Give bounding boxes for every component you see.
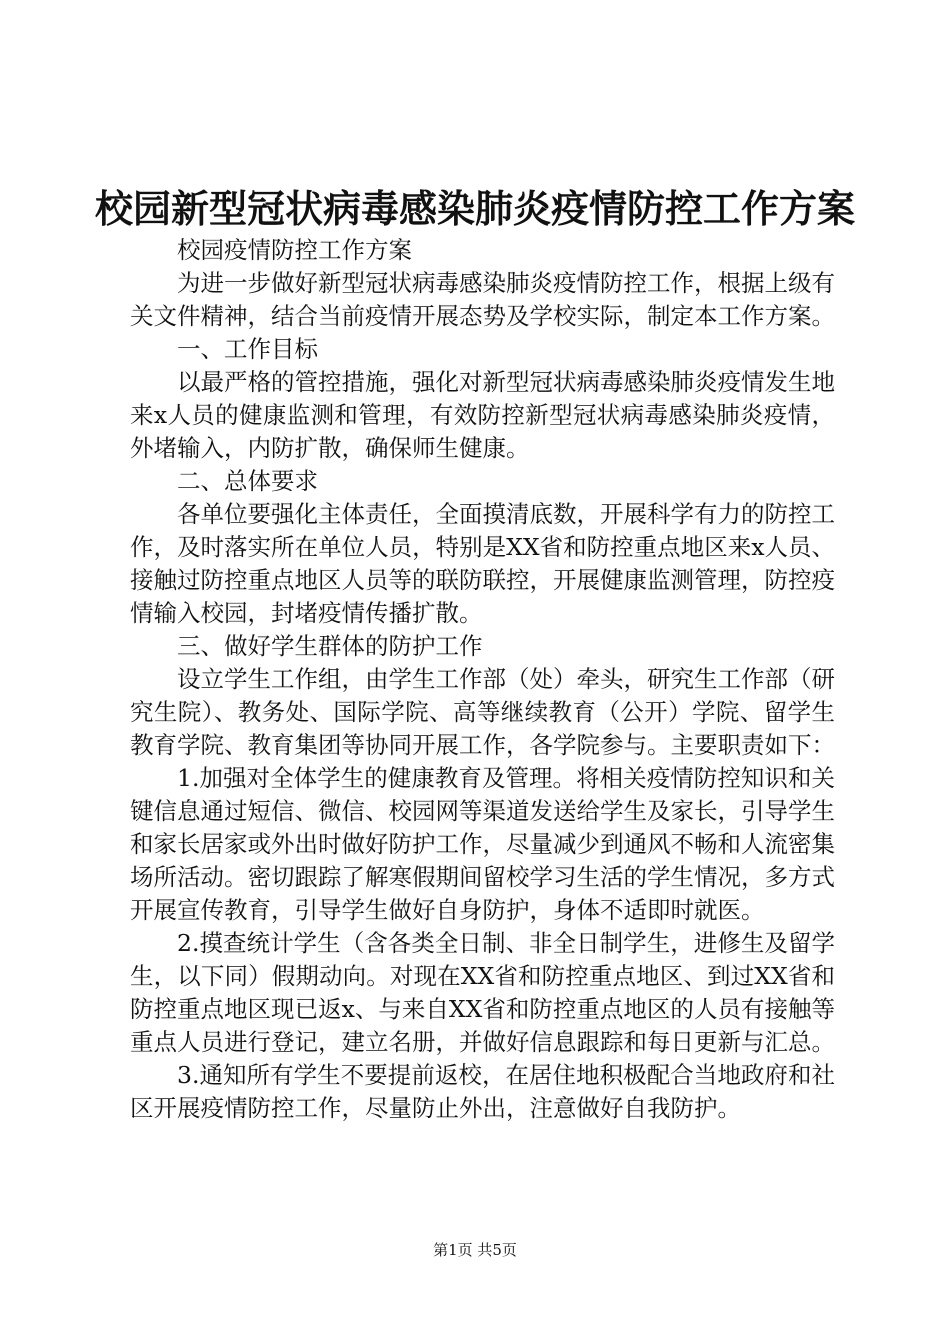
- duty-item-2: 2.摸查统计学生（含各类全日制、非全日制学生，进修生及留学生，以下同）假期动向。对现在XX省和防控重点地区、到过XX省和防控重点地区现已返x、与来自XX省和防控重点地区的人员有接触等重点人员进行登记，建立名册，并做好信息跟踪和每日更新与汇总。: [130, 929, 835, 1056]
- requirements-paragraph: 各单位要强化主体责任，全面摸清底数，开展科学有力的防控工作，及时落实所在单位人员，特别是XX省和防控重点地区来x人员、接触过防控重点地区人员等的联防联控，开展健康监测管理，防控疫情输入校园，封堵疫情传播扩散。: [130, 500, 835, 627]
- section-heading-goal: 一、工作目标: [177, 335, 318, 363]
- page-footer: 第1页 共5页: [433, 1241, 517, 1259]
- intro-paragraph: 为进一步做好新型冠状病毒感染肺炎疫情防控工作，根据上级有关文件精神，结合当前疫情开展态势及学校实际，制定本工作方案。: [130, 269, 835, 330]
- section-heading-students: 三、做好学生群体的防护工作: [177, 632, 483, 660]
- document-body: [130, 234, 835, 1125]
- duty-item-3: 3.通知所有学生不要提前返校，在居住地积极配合当地政府和社区开展疫情防控工作，尽量防止外出，注意做好自我防护。: [130, 1061, 835, 1122]
- students-paragraph: 设立学生工作组，由学生工作部（处）牵头，研究生工作部（研究生院）、教务处、国际学院、高等继续教育（公开）学院、留学生教育学院、教育集团等协同开展工作，各学院参与。主要职责如下：: [130, 665, 835, 759]
- duty-item-1: 1.加强对全体学生的健康教育及管理。将相关疫情防控知识和关键信息通过短信、微信、校园网等渠道发送给学生及家长，引导学生和家长居家或外出时做好防护工作，尽量减少到通风不畅和人流密集场所活动。密切跟踪了解寒假期间留校学习生活的学生情况，多方式开展宣传教育，引导学生做好自身防护，身体不适即时就医。: [130, 764, 835, 924]
- subtitle-paragraph: 校园疫情防控工作方案: [177, 236, 412, 264]
- section-heading-requirements: 二、总体要求: [177, 467, 318, 495]
- goal-paragraph: 以最严格的管控措施，强化对新型冠状病毒感染肺炎疫情发生地来x人员的健康监测和管理，有效防控新型冠状病毒感染肺炎疫情，外堵输入，内防扩散，确保师生健康。: [130, 368, 835, 462]
- document-title: 校园新型冠状病毒感染肺炎疫情防控工作方案: [94, 186, 855, 231]
